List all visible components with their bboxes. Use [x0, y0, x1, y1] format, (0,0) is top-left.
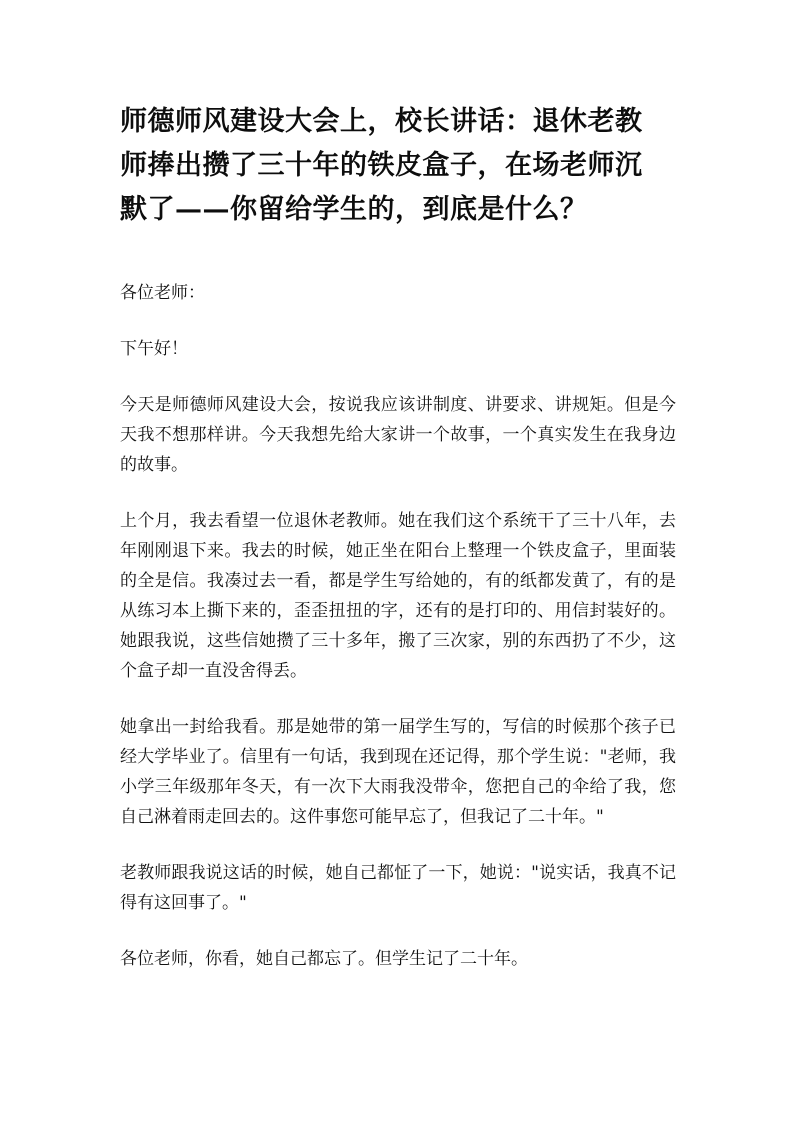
paragraph-story-visit: 上个月，我去看望一位退休老教师。她在我们这个系统干了三十八年，去年刚刚退下来。我去的时候，她正坐在阳台上整理一个铁皮盒子，里面装的全是信。我凑过去一看，都是学生写给她的，有的纸都发黄了，有的是从练习本上撕下来的，歪歪扭扭的字，还有的是打印的、用信封装好的。她跟我说，这些信她攒了三十多年，搬了三次家，别的东西扔了不少，这个盒子却一直没舍得丢。: [120, 511, 676, 681]
paragraph-intro: 今天是师德师风建设大会，按说我应该讲制度、讲要求、讲规矩。但是今天我不想那样讲。今天我想先给大家讲一个故事，一个真实发生在我身边的故事。: [120, 395, 676, 475]
paragraph-reflection: 各位老师，你看，她自己都忘了。但学生记了二十年。: [120, 949, 528, 969]
paragraph-salutation: 各位老师：: [120, 283, 205, 303]
paragraph-greeting: 下午好！: [120, 339, 188, 359]
paragraph-story-letter: 她拿出一封给我看。那是她带的第一届学生写的，写信的时候那个孩子已经大学毕业了。信里有一句话，我到现在还记得，那个学生说："老师，我小学三年级那年冬天，有一次下大雨我没带伞，您把自己的伞给了我，您自己淋着雨走回去的。这件事您可能早忘了，但我记了二十年。": [120, 717, 676, 827]
document-title: 师德师风建设大会上，校长讲话：退休老教师捧出攒了三十年的铁皮盒子，在场老师沉默了——你留给学生的，到底是什么？: [120, 106, 643, 225]
paragraph-story-reaction: 老教师跟我说这话的时候，她自己都怔了一下，她说："说实话，我真不记得有这回事了。": [120, 863, 676, 913]
